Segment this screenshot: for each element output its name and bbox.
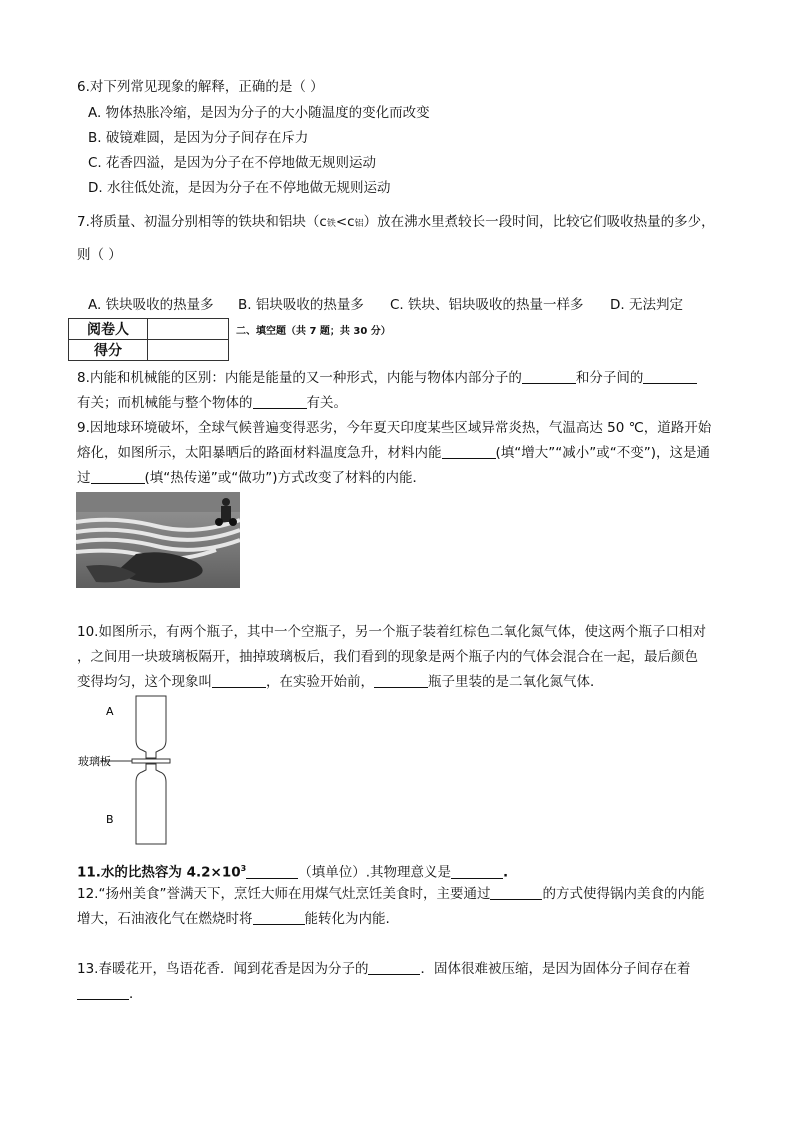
q12-a: 12.“扬州美食”誉满天下，烹饪大师在用煤气灶烹饪美食时，主要通过	[77, 886, 491, 902]
q8-c: 有关；而机械能与整个物体的	[77, 395, 253, 411]
q6-option-a: A. 物体热胀冷缩，是因为分子的大小随温度的变化而改变	[88, 105, 430, 121]
q8-d: 有关。	[306, 395, 347, 411]
q8-line2	[77, 394, 347, 412]
q9-b: 熔化，如图所示，太阳暴晒后的路面材料温度急升，材料内能	[77, 445, 442, 461]
bottle-a-label: A	[106, 705, 114, 718]
q9-line2	[77, 444, 710, 462]
q6-option-c: C. 花香四溢，是因为分子在不停地做无规则运动	[88, 155, 377, 171]
q9-c: (填“增大”“减小”或“不变”)，这是通	[495, 445, 710, 461]
score-cell[interactable]	[148, 340, 229, 361]
q10-line2: ，之间用一块玻璃板隔开，抽掉玻璃板后，我们看到的现象是两个瓶子内的气体会混合在一起，最后颜色	[77, 649, 698, 665]
q7-stem	[77, 213, 715, 233]
q13-c: ．	[129, 986, 143, 1002]
q8-line1	[77, 369, 697, 387]
melting-road-photo	[76, 492, 240, 588]
gas-diffusion-diagram	[72, 690, 202, 850]
q12-line1	[77, 885, 704, 903]
q7-option-d: D. 无法判定	[610, 297, 683, 313]
q10-blank-2[interactable]	[374, 673, 428, 688]
q9-line3	[77, 469, 426, 487]
q8-blank-3[interactable]	[253, 394, 307, 409]
q11-blank-1[interactable]	[246, 864, 298, 879]
q11-blank-2[interactable]	[451, 864, 503, 879]
q7-option-c: C. 铁块、铝块吸收的热量一样多	[390, 297, 584, 313]
q8-blank-2[interactable]	[643, 369, 697, 384]
q12-line2	[77, 910, 390, 928]
q8-a: 8.内能和机械能的区别：内能是能量的又一种形式，内能与物体内部分子的	[77, 370, 522, 386]
q8-blank-1[interactable]	[522, 369, 576, 384]
q7-option-b: B. 铝块吸收的热量多	[238, 297, 364, 313]
q8-b: 和分子间的	[575, 370, 644, 386]
q11-sup: 3	[240, 864, 247, 873]
q12-b: 的方式使得锅内美食的内能	[542, 886, 705, 902]
grader-label: 阅卷人	[69, 319, 148, 340]
q10-line1: 10.如图所示，有两个瓶子，其中一个空瓶子，另一个瓶子装着红棕色二氧化氮气体，使这两个瓶子口相对	[77, 624, 706, 640]
q13-b: ．固体很难被压缩，是因为固体分子间存在着	[420, 961, 691, 977]
q7-stem-b: ）放在沸水里煮较长一段时间，比较它们吸收热量的多少，	[363, 214, 715, 230]
q7-mid: <c	[335, 214, 355, 230]
score-table	[68, 318, 229, 361]
q7-stem-c: 则（ ）	[77, 247, 122, 263]
q10-e: 瓶子里装的是二氧化氮气体．	[428, 674, 604, 690]
q10-line3	[77, 673, 604, 691]
q6-option-b: B. 破镜难圆，是因为分子间存在斥力	[88, 130, 309, 146]
q9-line1: 9.因地球环境破坏，全球气候普遍变得恶劣，今年夏天印度某些区域异常炎热，气温高达 50 ℃，道路开始	[77, 420, 712, 436]
q9-blank-1[interactable]	[442, 444, 496, 459]
q7-stem-a: 7.将质量、初温分别相等的铁块和铝块（c	[77, 214, 327, 230]
q13-a: 13.春暖花开，鸟语花香．闻到花香是因为分子的	[77, 961, 369, 977]
q13-line1	[77, 960, 690, 978]
q6-option-d: D. 水往低处流，是因为分子在不停地做无规则运动	[88, 180, 391, 196]
glass-plate-label: 玻璃板	[78, 755, 111, 768]
q7-option-a: A. 铁块吸收的热量多	[88, 297, 214, 313]
q6-stem: 6.对下列常见现象的解释，正确的是（ ）	[77, 79, 324, 95]
q7-sub-iron: 铁	[326, 219, 336, 229]
q13-blank-1[interactable]	[368, 960, 420, 975]
q11-line	[77, 860, 508, 882]
q12-blank-1[interactable]	[490, 885, 542, 900]
q12-d: 能转化为内能.	[304, 911, 390, 927]
q9-d: 过	[77, 470, 91, 486]
q11-a: 11.水的比热容为 4.2×10	[77, 864, 241, 881]
score-label: 得分	[69, 340, 148, 361]
bottle-b-label: B	[106, 813, 114, 826]
q7-sub-aluminum: 铝	[354, 219, 364, 229]
q13-blank-2[interactable]	[77, 985, 129, 1000]
q10-blank-1[interactable]	[212, 673, 266, 688]
q10-c: 变得均匀，这个现象叫	[77, 674, 212, 690]
q9-blank-2[interactable]	[91, 469, 145, 484]
q11-b: （填单位）.其物理意义是	[298, 864, 452, 881]
q10-d: ，在实验开始前，	[266, 674, 374, 690]
section-heading: 二、填空题（共 7 题；共 30 分）	[236, 326, 391, 337]
q13-line2	[77, 985, 143, 1003]
q12-c: 增大，石油液化气在燃烧时将	[77, 911, 253, 927]
q9-e: (填“热传递”或“做功”)方式改变了材料的内能．	[144, 470, 427, 486]
q12-blank-2[interactable]	[253, 910, 305, 925]
q11-c: .	[503, 864, 509, 881]
grader-cell[interactable]	[148, 319, 229, 340]
